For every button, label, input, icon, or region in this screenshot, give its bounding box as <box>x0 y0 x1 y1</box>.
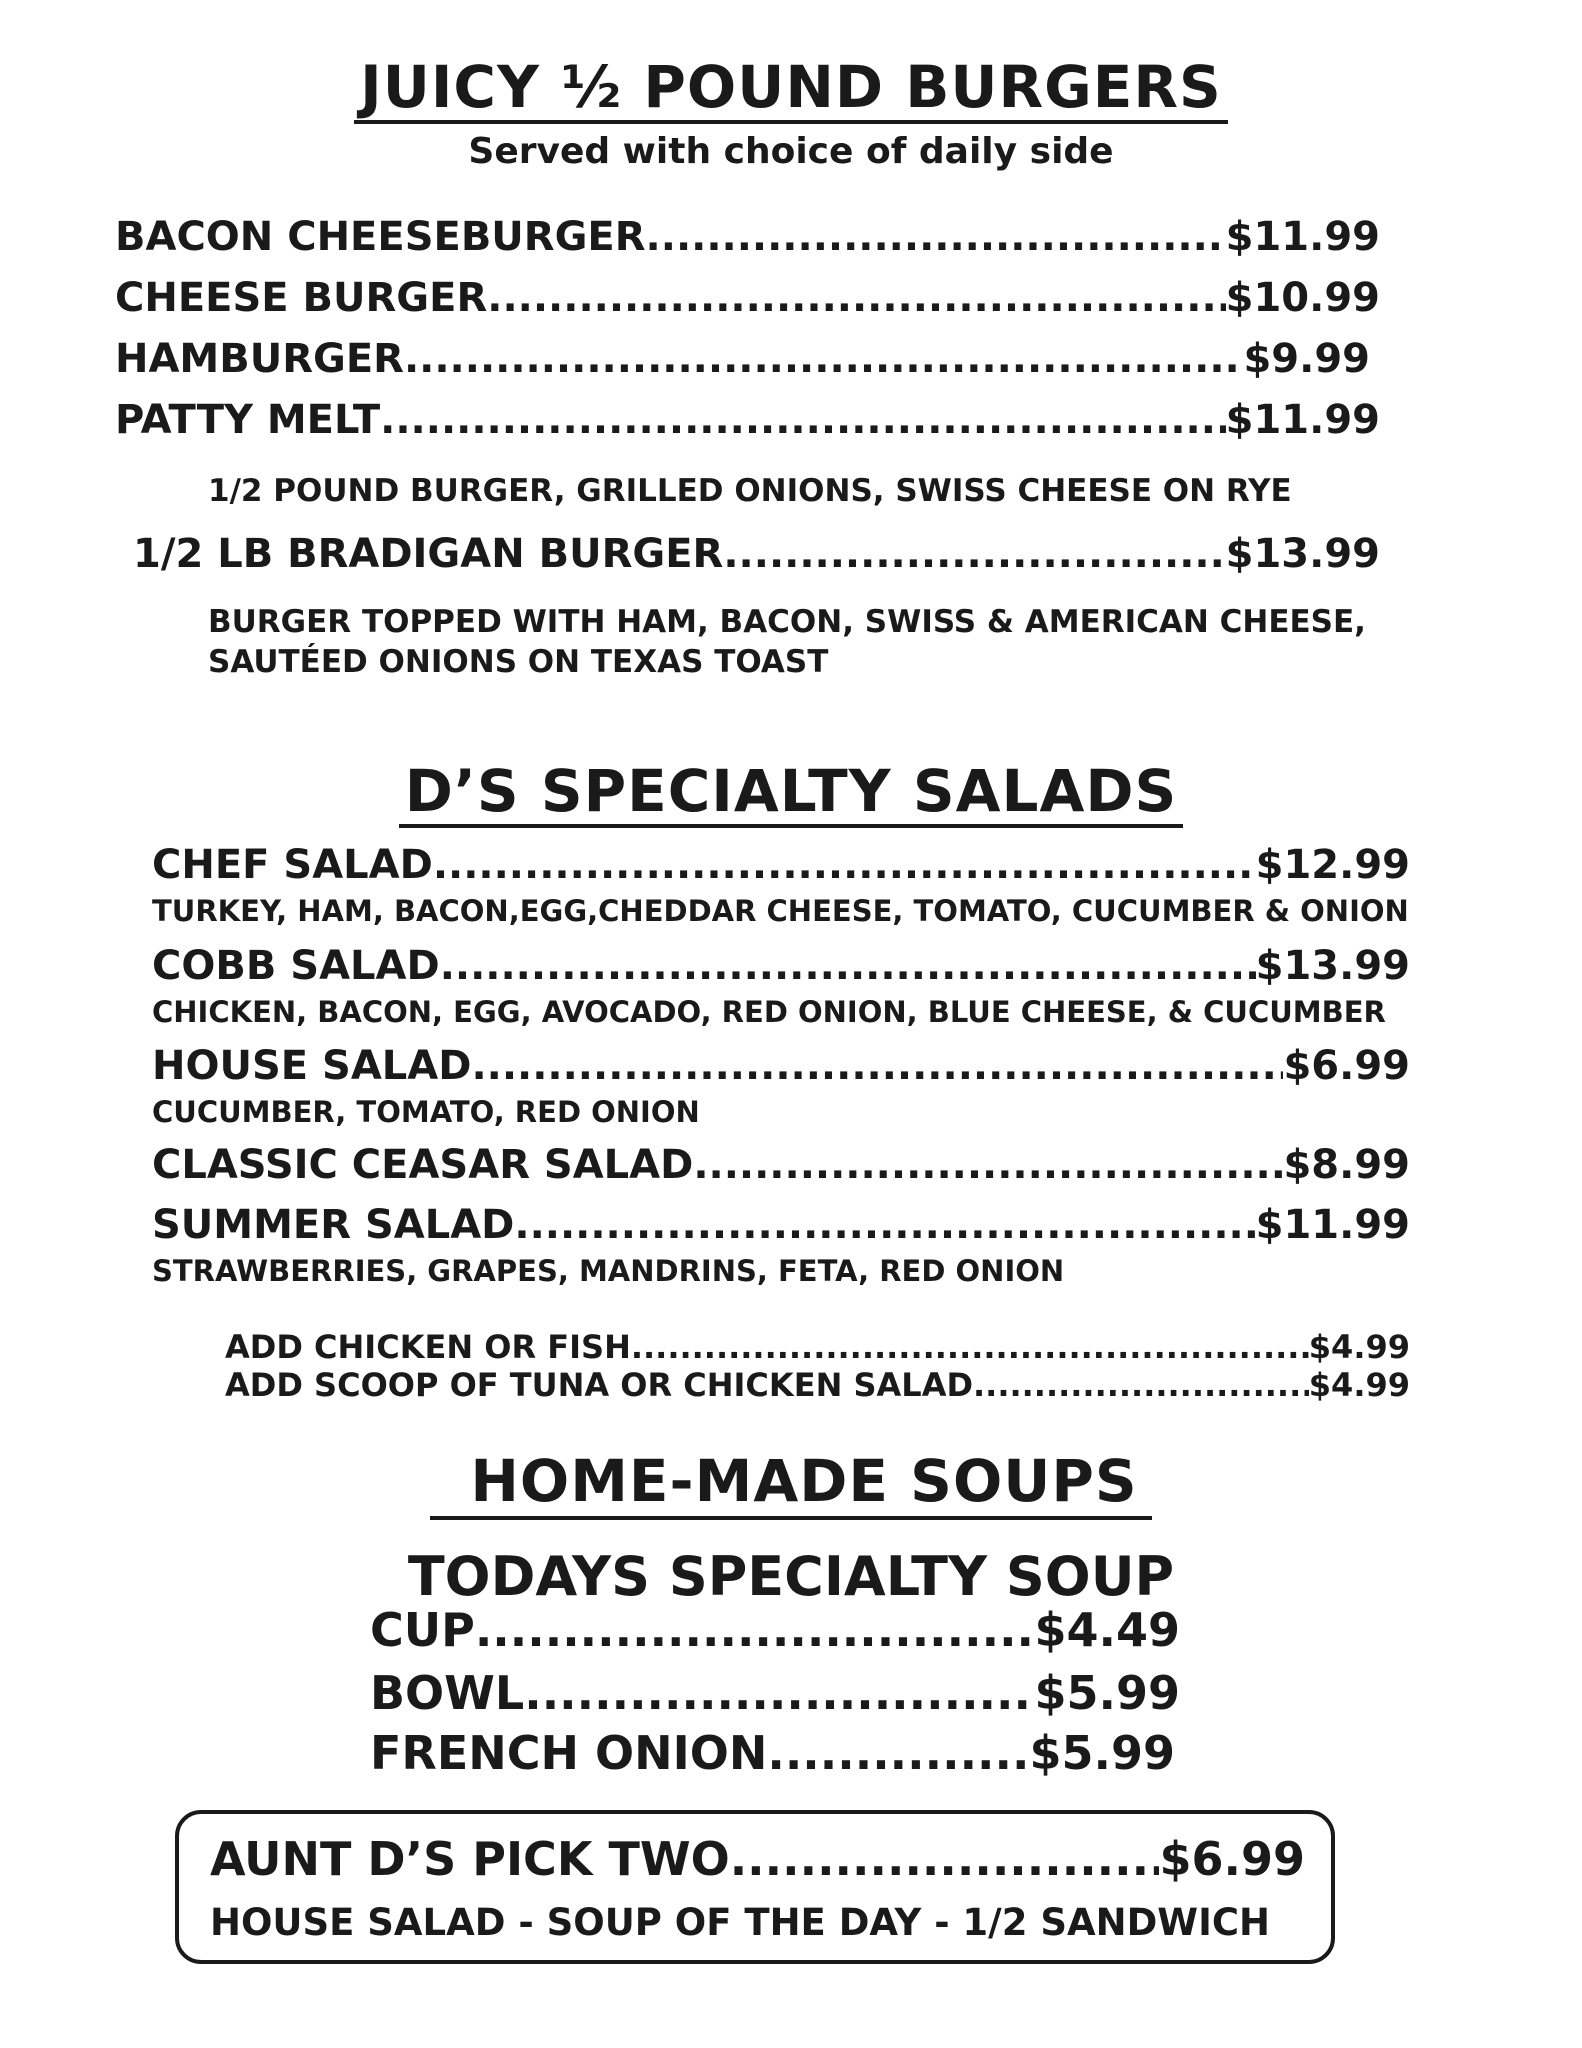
item-name: CLASSIC CEASAR SALAD <box>152 1143 694 1187</box>
menu-item-classic-ceasar-salad <box>152 1143 1410 1187</box>
item-price: $11.99 <box>1225 215 1380 259</box>
dot-leader <box>487 276 1225 320</box>
dot-leader <box>440 944 1256 988</box>
item-name: COBB SALAD <box>152 944 440 988</box>
item-name: HAMBURGER <box>115 337 404 381</box>
dot-leader <box>524 1668 1034 1719</box>
burgers-title-text: JUICY ½ POUND BURGERS <box>354 58 1228 124</box>
summer-salad-description: STRAWBERRIES, GRAPES, MANDRINS, FETA, RED ONION <box>152 1254 1065 1288</box>
dot-leader <box>433 843 1256 887</box>
item-name: HOUSE SALAD <box>152 1044 472 1088</box>
menu-item-summer-salad <box>152 1203 1410 1247</box>
item-price: $11.99 <box>1255 1203 1410 1247</box>
item-name: FRENCH ONION <box>370 1728 768 1779</box>
item-price: $12.99 <box>1255 843 1410 887</box>
salads-section-title <box>0 757 1582 828</box>
item-price: $5.99 <box>1034 1668 1180 1719</box>
pick-two-description: HOUSE SALAD - SOUP OF THE DAY - 1/2 SANDWICH <box>210 1901 1270 1944</box>
item-price: $11.99 <box>1225 398 1380 442</box>
addon-price: $4.99 <box>1308 1368 1410 1404</box>
burgers-subtitle: Served with choice of daily side <box>468 131 1114 172</box>
dot-leader <box>404 337 1244 381</box>
dot-leader <box>475 1605 1035 1656</box>
dot-leader <box>767 1728 1029 1779</box>
bradigan-description-line-2: SAUTÉED ONIONS ON TEXAS TOAST <box>208 644 829 680</box>
addon-chicken-or-fish <box>225 1330 1410 1365</box>
dot-leader <box>471 1044 1283 1088</box>
item-name: CUP <box>370 1605 475 1656</box>
item-price: $6.99 <box>1283 1044 1410 1088</box>
soups-section-title <box>0 1447 1582 1520</box>
menu-item-bradigan-burger <box>133 532 1380 576</box>
menu-item-chef-salad <box>152 843 1410 887</box>
item-name: BACON CHEESEBURGER <box>115 215 646 259</box>
bradigan-description-line-1: BURGER TOPPED WITH HAM, BACON, SWISS & AMERICAN CHEESE, <box>208 604 1366 640</box>
dot-leader <box>631 1330 1309 1365</box>
item-price: $13.99 <box>1225 532 1380 576</box>
menu-item-french-onion <box>370 1728 1175 1779</box>
burgers-section-title <box>0 53 1582 124</box>
menu-item-bowl <box>370 1668 1180 1719</box>
item-price: $6.99 <box>1159 1834 1305 1885</box>
menu-item-house-salad <box>152 1044 1410 1088</box>
menu-item-aunt-ds-pick-two <box>210 1834 1305 1885</box>
item-name: SUMMER SALAD <box>152 1203 515 1247</box>
dot-leader <box>646 215 1226 259</box>
item-name: AUNT D’S PICK TWO <box>210 1834 730 1885</box>
soups-title-text: HOME-MADE SOUPS <box>430 1452 1151 1520</box>
addon-name: ADD CHICKEN OR FISH <box>225 1330 631 1366</box>
menu-item-bacon-cheeseburger <box>115 215 1380 259</box>
dot-leader <box>380 398 1225 442</box>
cobb-salad-description: CHICKEN, BACON, EGG, AVOCADO, RED ONION, BLUE CHEESE, & CUCUMBER <box>152 995 1386 1029</box>
item-price: $9.99 <box>1243 337 1370 381</box>
house-salad-description: CUCUMBER, TOMATO, RED ONION <box>152 1095 700 1129</box>
dot-leader <box>514 1203 1255 1247</box>
item-price: $13.99 <box>1255 944 1410 988</box>
item-name: BOWL <box>370 1668 525 1719</box>
dot-leader <box>723 532 1225 576</box>
patty-melt-description: 1/2 POUND BURGER, GRILLED ONIONS, SWISS CHEESE ON RYE <box>208 473 1292 509</box>
item-name: CHEESE BURGER <box>115 276 488 320</box>
item-price: $5.99 <box>1029 1728 1175 1779</box>
soups-subtitle: TODAYS SPECIALTY SOUP <box>407 1545 1175 1608</box>
addon-price: $4.99 <box>1308 1330 1410 1366</box>
item-name: PATTY MELT <box>115 398 381 442</box>
menu-item-hamburger <box>115 337 1370 381</box>
item-price: $8.99 <box>1283 1143 1410 1187</box>
menu-item-cup <box>370 1605 1180 1656</box>
item-name: 1/2 LB BRADIGAN BURGER <box>133 532 724 576</box>
menu-item-cobb-salad <box>152 944 1410 988</box>
dot-leader <box>693 1143 1283 1187</box>
chef-salad-description: TURKEY, HAM, BACON,EGG,CHEDDAR CHEESE, TOMATO, CUCUMBER & ONION <box>152 894 1409 928</box>
dot-leader <box>730 1834 1160 1885</box>
item-name: CHEF SALAD <box>152 843 433 887</box>
menu-item-patty-melt <box>115 398 1380 442</box>
item-price: $4.49 <box>1034 1605 1180 1656</box>
dot-leader <box>973 1368 1309 1403</box>
salads-title-text: D’S SPECIALTY SALADS <box>399 762 1184 828</box>
addon-name: ADD SCOOP OF TUNA OR CHICKEN SALAD <box>225 1368 974 1404</box>
addon-scoop-tuna-or-chicken-salad <box>225 1368 1410 1403</box>
menu-item-cheese-burger <box>115 276 1380 320</box>
item-price: $10.99 <box>1225 276 1380 320</box>
